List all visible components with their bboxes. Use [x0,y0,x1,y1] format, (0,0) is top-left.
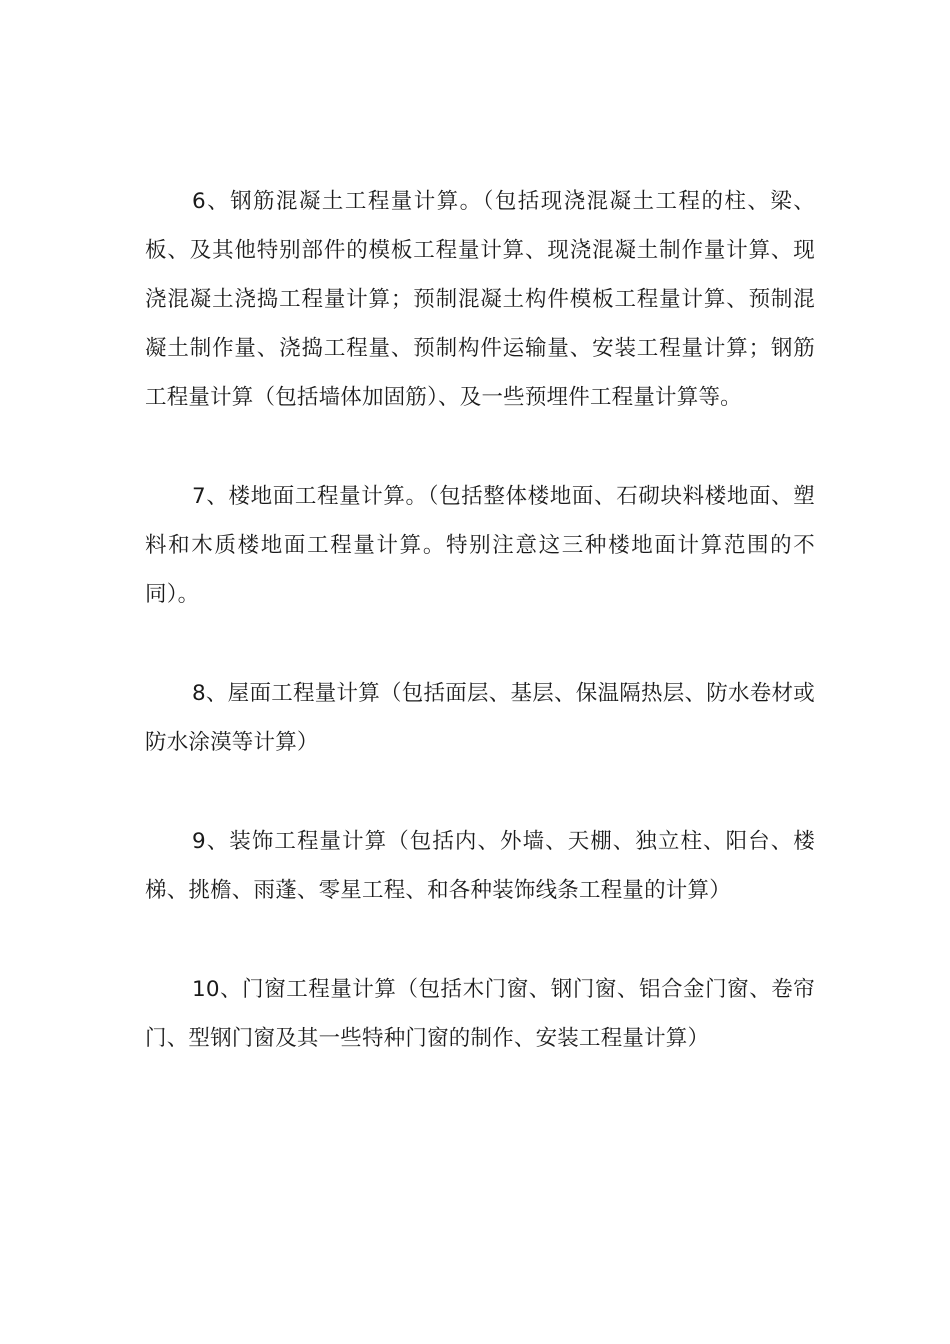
paragraph-item-10: 10、门窗工程量计算（包括木门窗、钢门窗、铝合金门窗、卷帘门、型钢门窗及其一些特种门窗的制作、安装工程量计算） [145,977,815,1051]
paragraph-item-9: 9、装饰工程量计算（包括内、外墙、天棚、独立柱、阳台、楼梯、挑檐、雨蓬、零星工程、和各种装饰线条工程量的计算） [145,829,815,903]
paragraph-item-6: 6、钢筋混凝土工程量计算。（包括现浇混凝土工程的柱、梁、板、及其他特别部件的模板工程量计算、现浇混凝土制作量计算、现浇混凝土浇捣工程量计算；预制混凝土构件模板工程量计算、预制混凝土制作量、浇捣工程量、预制构件运输量、安装工程量计算；钢筋工程量计算（包括墙体加固筋）、及一些预埋件工程量计算等。 [145,189,815,410]
paragraph-item-7: 7、楼地面工程量计算。（包括整体楼地面、石砌块料楼地面、塑料和木质楼地面工程量计算。特别注意这三种楼地面计算范围的不同）。 [145,484,815,607]
document-body [145,177,815,1063]
paragraph-item-8: 8、屋面工程量计算（包括面层、基层、保温隔热层、防水卷材或防水涂漠等计算） [145,681,815,755]
